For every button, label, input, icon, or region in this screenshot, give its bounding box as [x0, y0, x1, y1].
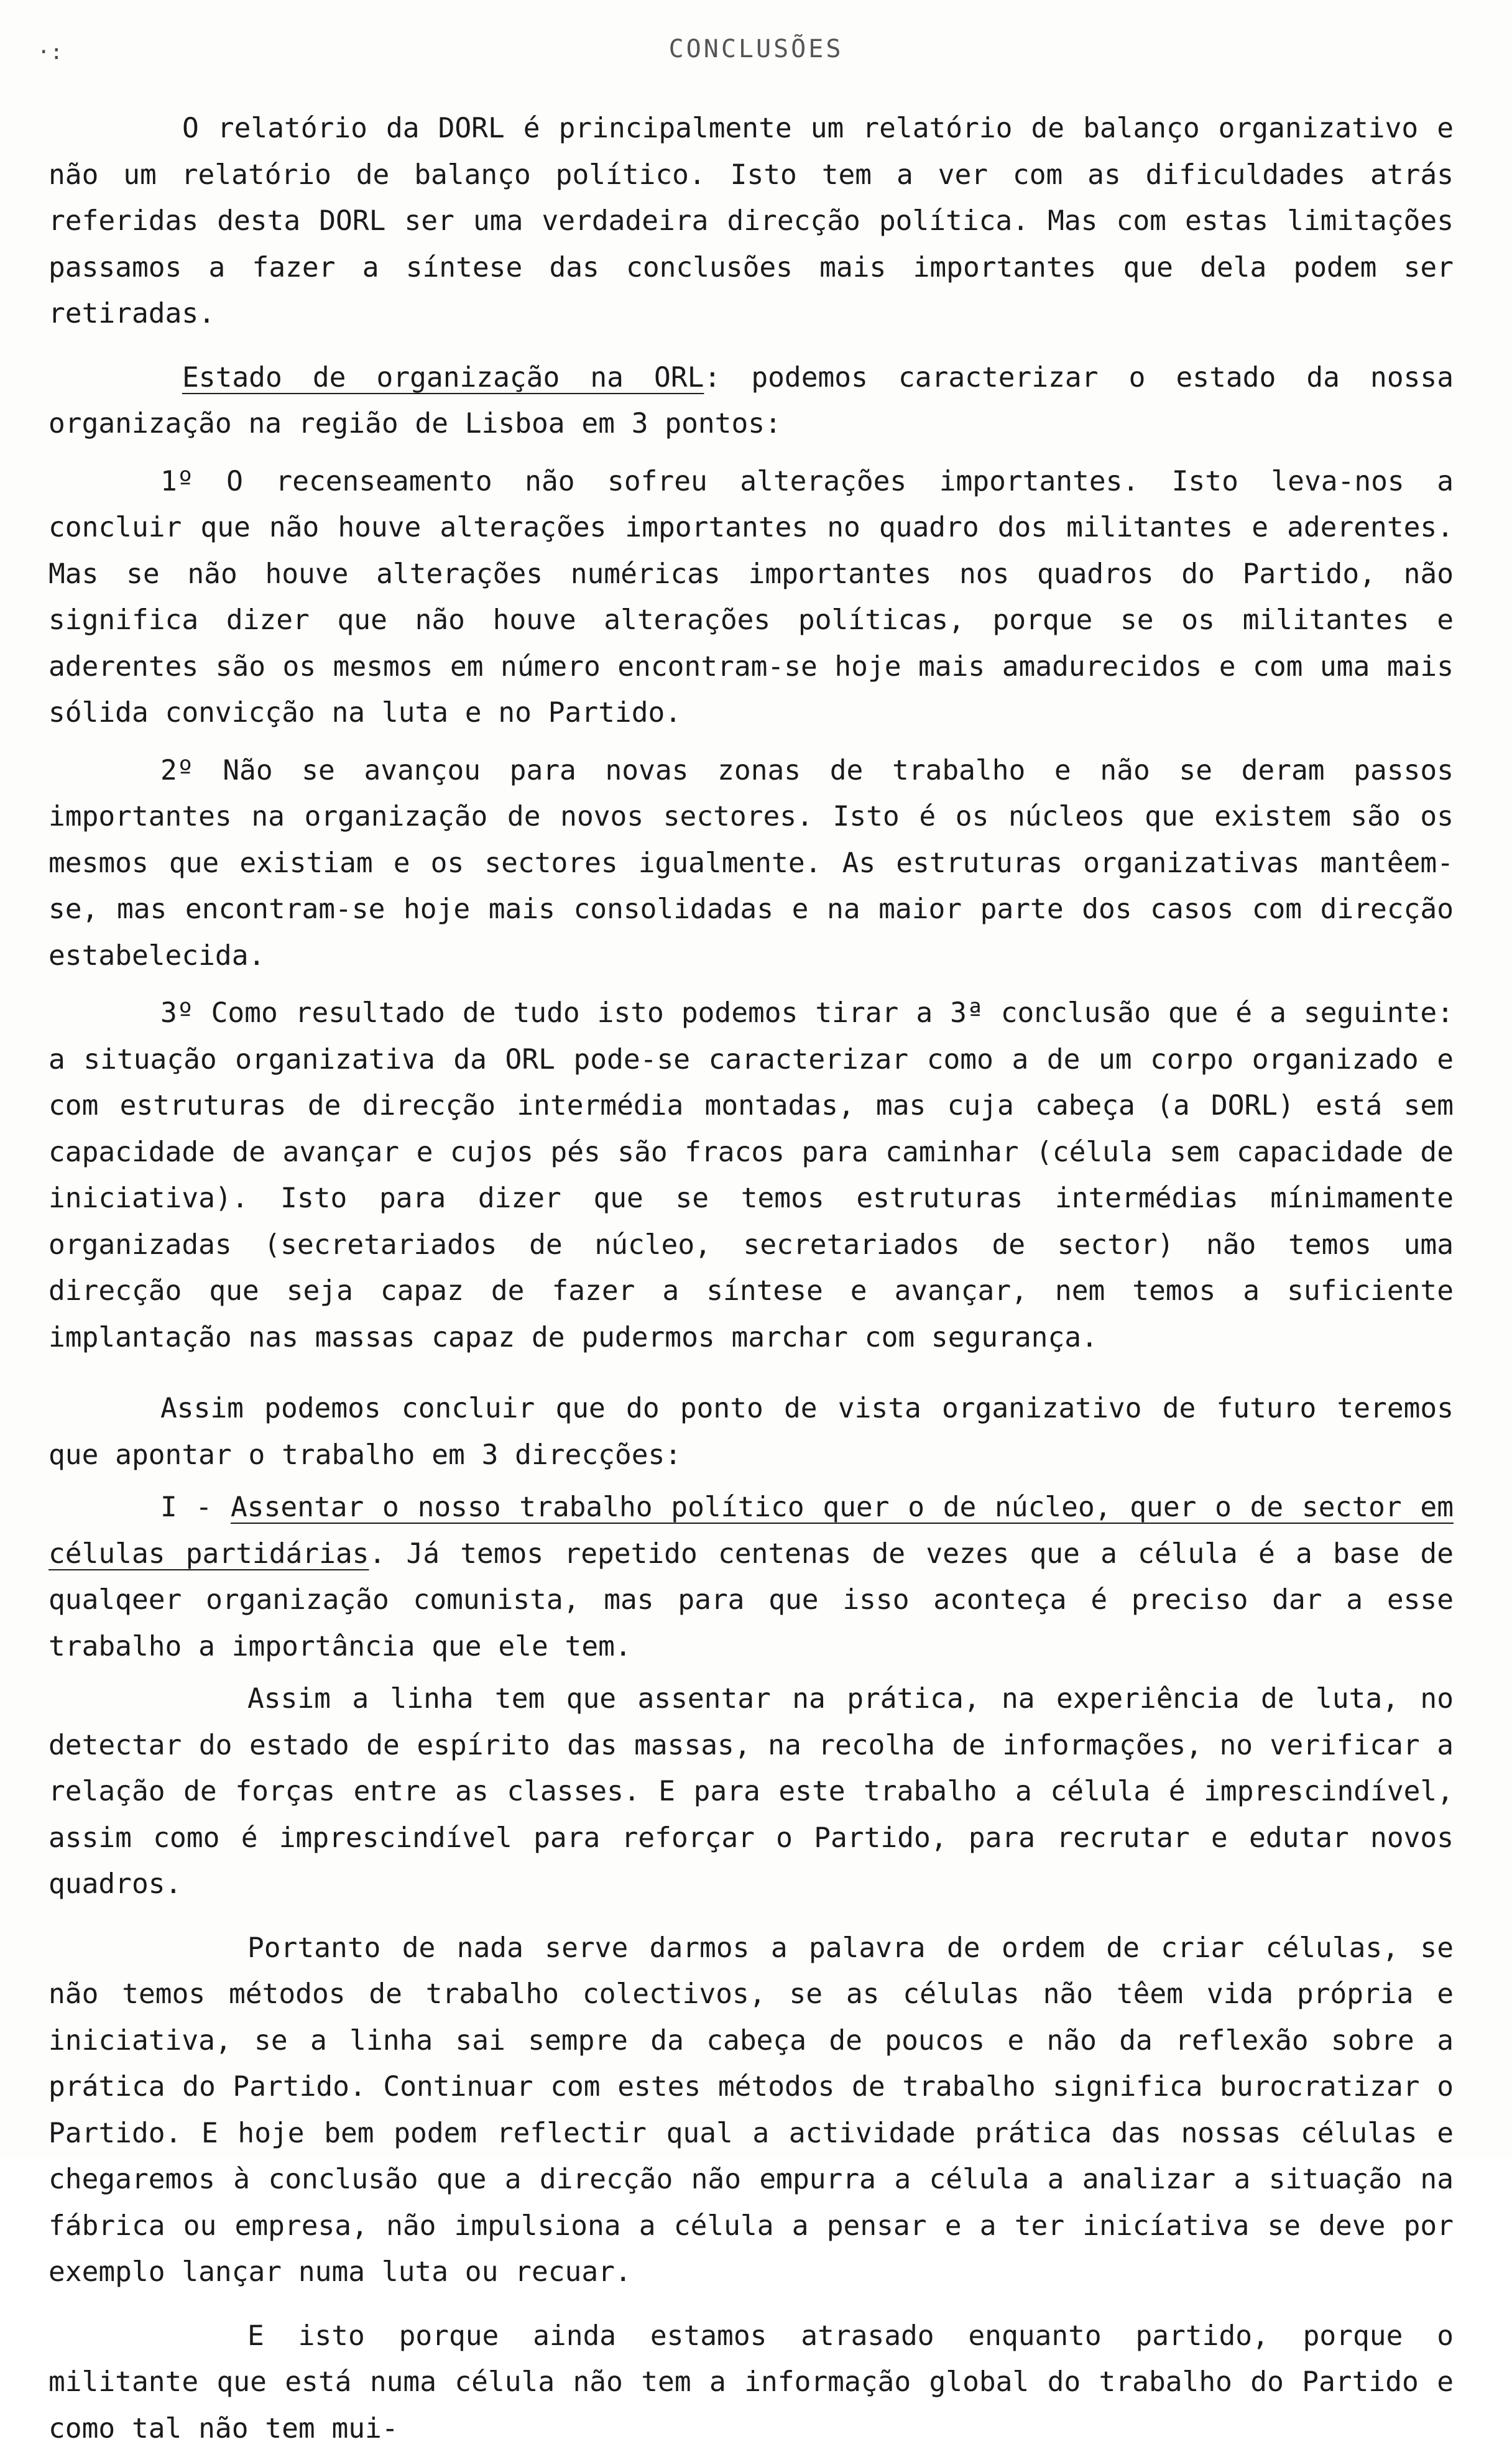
document-body [48, 106, 1454, 2452]
paragraph-point-3: 3º Como resultado de tudo isto podemos tirar a 3ª conclusão que é a seguinte: a situação organizativa da ORL pode-se caracterizar como a de um corpo organizado e com estruturas de direcção intermédia montadas, mas cuja cabeça (a DORL) está sem capacidade de avançar e cujos pés são fracos para caminhar (célula sem capacidade de iniciativa). Isto para dizer que se temos estruturas intermédias mínimamente organizadas (secretariados de núcleo, secretariados de sector) não temos uma direcção que seja capaz de fazer a síntese e avançar, nem temos a suficiente implantação nas massas capaz de pudermos marchar com segurança. [48, 990, 1454, 1361]
paragraph-state-text: : podemos caracterizar o estado da nossa organização na região de Lisboa em 3 pontos: [48, 362, 1454, 440]
corner-mark: ·: [37, 40, 63, 65]
paragraph-conclusion: Assim podemos concluir que do ponto de vista organizativo de futuro teremos que apontar o trabalho em 3 direcções: [48, 1386, 1454, 1478]
paragraph-militant-info: E isto porque ainda estamos atrasado enquanto partido, porque o militante que está numa célula não tem a informação global do trabalho do Partido e como tal não tem mui- [48, 2313, 1454, 2452]
paragraph-line-practice: Assim a linha tem que assentar na prática, na experiência de luta, no detectar do estado de espírito das massas, na recolha de informações, no verificar a relação de forças entre as classes. E para este trabalho a célula é imprescindível, assim como é imprescindível para reforçar o Partido, para recrutar e edutar novos quadros. [48, 1676, 1454, 1908]
paragraph-cells-text: . Já temos repetido centenas de vezes que a célula é a base de qualqeer organização comunista, mas para que isso aconteça é preciso dar a esse trabalho a importância que ele tem. [48, 1538, 1454, 1662]
direction-numeral: I - [160, 1491, 231, 1523]
page-title: CONCLUSÕES [0, 35, 1512, 63]
paragraph-point-1: 1º O recenseamento não sofreu alterações importantes. Isto leva-nos a concluir que não houve alterações importantes no quadro dos militantes e aderentes. Mas se não houve alterações numéricas importantes nos quadros do Partido, não significa dizer que não houve alterações políticas, porque se os militantes e aderentes são os mesmos em número encontram-se hoje mais amadurecidos e com uma mais sólida convicção na luta e no Partido. [48, 459, 1454, 737]
paragraph-state-of-organization [48, 355, 1454, 448]
paragraph-point-2: 2º Não se avançou para novas zonas de trabalho e não se deram passos importantes na organização de novos sectores. Isto é os núcleos que existem são os mesmos que existiam e os sectores igualmente. As estruturas organizativas mantêem-se, mas encontram-se hoje mais consolidadas e na maior parte dos casos com direcção estabelecida. [48, 748, 1454, 980]
section-heading-cells: Assentar o nosso trabalho político quer o de núcleo, quer o de sector em células partidárias [48, 1491, 1454, 1570]
section-heading-state: Estado de organização na ORL [182, 362, 704, 394]
paragraph-methods: Portanto de nada serve darmos a palavra de ordem de criar células, se não temos métodos de trabalho colectivos, se as células não têem vida própria e iniciativa, se a linha sai sempre da cabeça de poucos e não da reflexão sobre a prática do Partido. Continuar com estes métodos de trabalho significa burocratizar o Partido. E hoje bem podem reflectir qual a actividade prática das nossas células e chegaremos à conclusão que a direcção não empurra a célula a analizar a situação na fábrica ou empresa, não impulsiona a célula a pensar e a ter inicíativa se deve por exemplo lançar numa luta ou recuar. [48, 1925, 1454, 2296]
paragraph-direction-1 [48, 1485, 1454, 1670]
paragraph-intro: O relatório da DORL é principalmente um relatório de balanço organizativo e não um relatório de balanço político. Isto tem a ver com as dificuldades atrás referidas desta DORL ser uma verdadeira direcção política. Mas com estas limitações passamos a fazer a síntese das conclusões mais importantes que dela podem ser retiradas. [48, 106, 1454, 338]
